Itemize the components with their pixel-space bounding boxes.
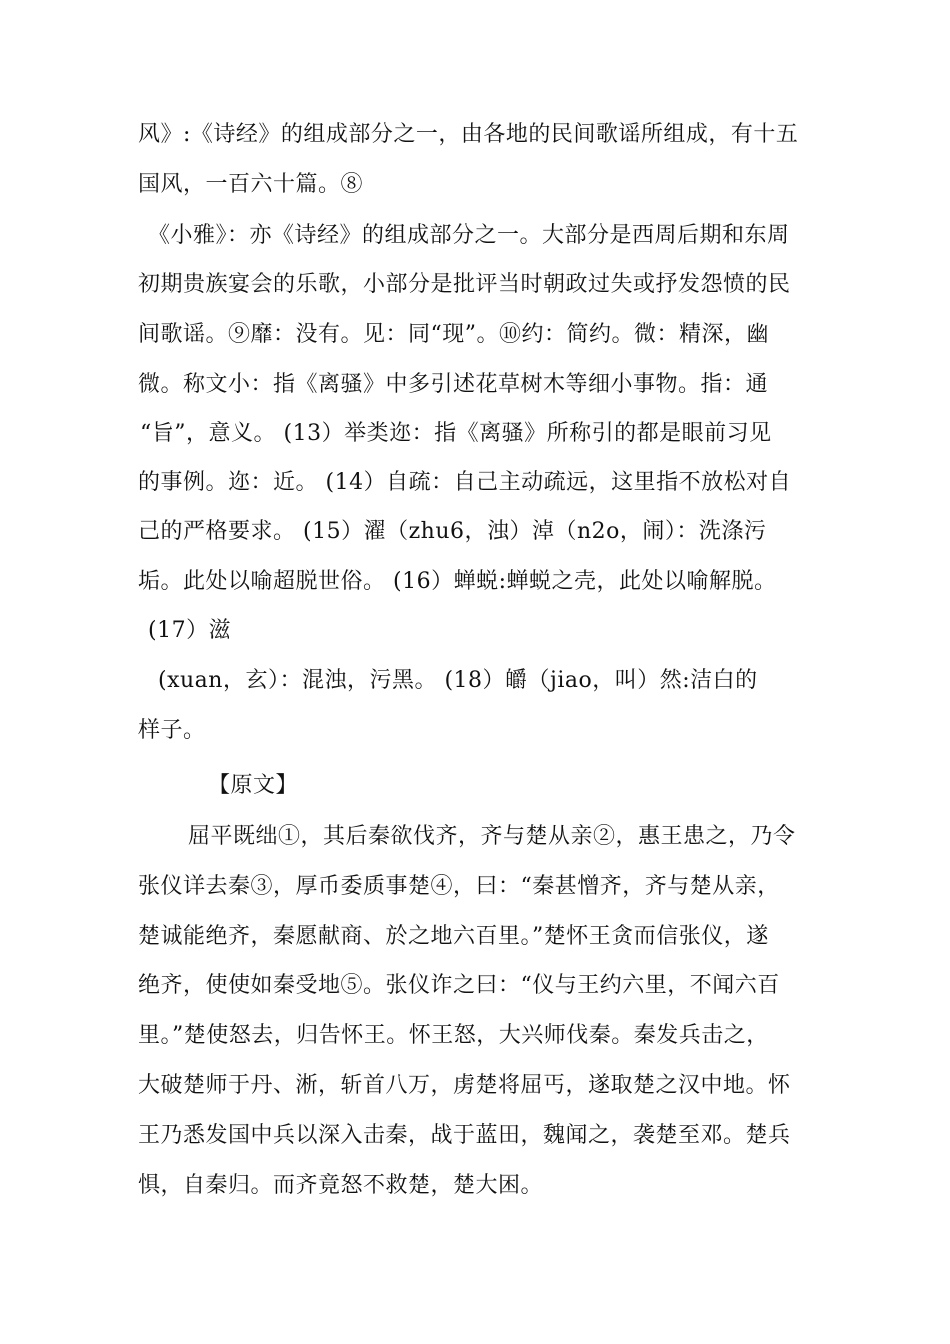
section-heading: 【原文】 <box>208 773 299 798</box>
note-line: 初期贵族宴会的乐歌，小部分是批评当时朝政过失或抒发怨愤的民 <box>138 272 791 297</box>
original-text-line: 楚诚能绝齐，秦愿献商、於之地六百里。”楚怀王贪而信张仪，遂 <box>138 924 769 949</box>
original-text-line: 大破楚师于丹、淅，斩首八万，虏楚将屈丐，遂取楚之汉中地。怀 <box>138 1073 791 1098</box>
note-line: 微。称文小：指《离骚》中多引述花草树木等细小事物。指：通 <box>138 372 769 397</box>
original-text-line: 惧，自秦归。而齐竟怒不救楚，楚大困。 <box>138 1173 544 1198</box>
original-text-line: 屈平既绌①，其后秦欲伐齐，齐与楚从亲②，惠王患之，乃令 <box>188 824 796 849</box>
note-line: (17）滋 <box>148 618 232 643</box>
original-text-line: 里。”楚使怒去，归告怀王。怀王怒，大兴师伐秦。秦发兵击之， <box>138 1023 769 1048</box>
note-line: 间歌谣。⑨靡：没有。见：同“现”。⑩约：简约。微：精深，幽 <box>138 322 769 347</box>
original-text-line: 王乃悉发国中兵以深入击秦，战于蓝田，魏闻之，袭楚至邓。楚兵 <box>138 1123 791 1148</box>
note-line: 垢。此处以喻超脱世俗。 (16）蝉蜕:蝉蜕之壳，此处以喻解脱。 <box>138 569 777 594</box>
note-line: 的事例。迩：近。 (14）自疏：自己主动疏远，这里指不放松对自 <box>138 470 792 495</box>
original-text-line: 张仪详去秦③，厚币委质事楚④，曰：“秦甚憎齐，齐与楚从亲， <box>138 874 780 899</box>
note-line: 己的严格要求。 (15）濯（zhu6，浊）淖（n2o，闹）：洗涤污 <box>138 519 767 544</box>
note-line: 样子。 <box>138 718 206 743</box>
original-text-line: 绝齐，使使如秦受地⑤。张仪诈之曰：“仪与王约六里，不闻六百 <box>138 973 780 998</box>
note-line: 风》:《诗经》的组成部分之一，由各地的民间歌谣所组成，有十五 <box>138 122 799 147</box>
note-line: 国风，一百六十篇。⑧ <box>138 172 364 197</box>
note-line: 《小雅》：亦《诗经》的组成部分之一。大部分是西周后期和东周 <box>148 223 790 248</box>
note-line: “旨”，意义。 (13）举类迩：指《离骚》所称引的都是眼前习见 <box>140 421 772 446</box>
note-line: (xuan，玄）：混浊，污黑。 (18）皭（jiao，叫）然:洁白的 <box>158 668 758 693</box>
